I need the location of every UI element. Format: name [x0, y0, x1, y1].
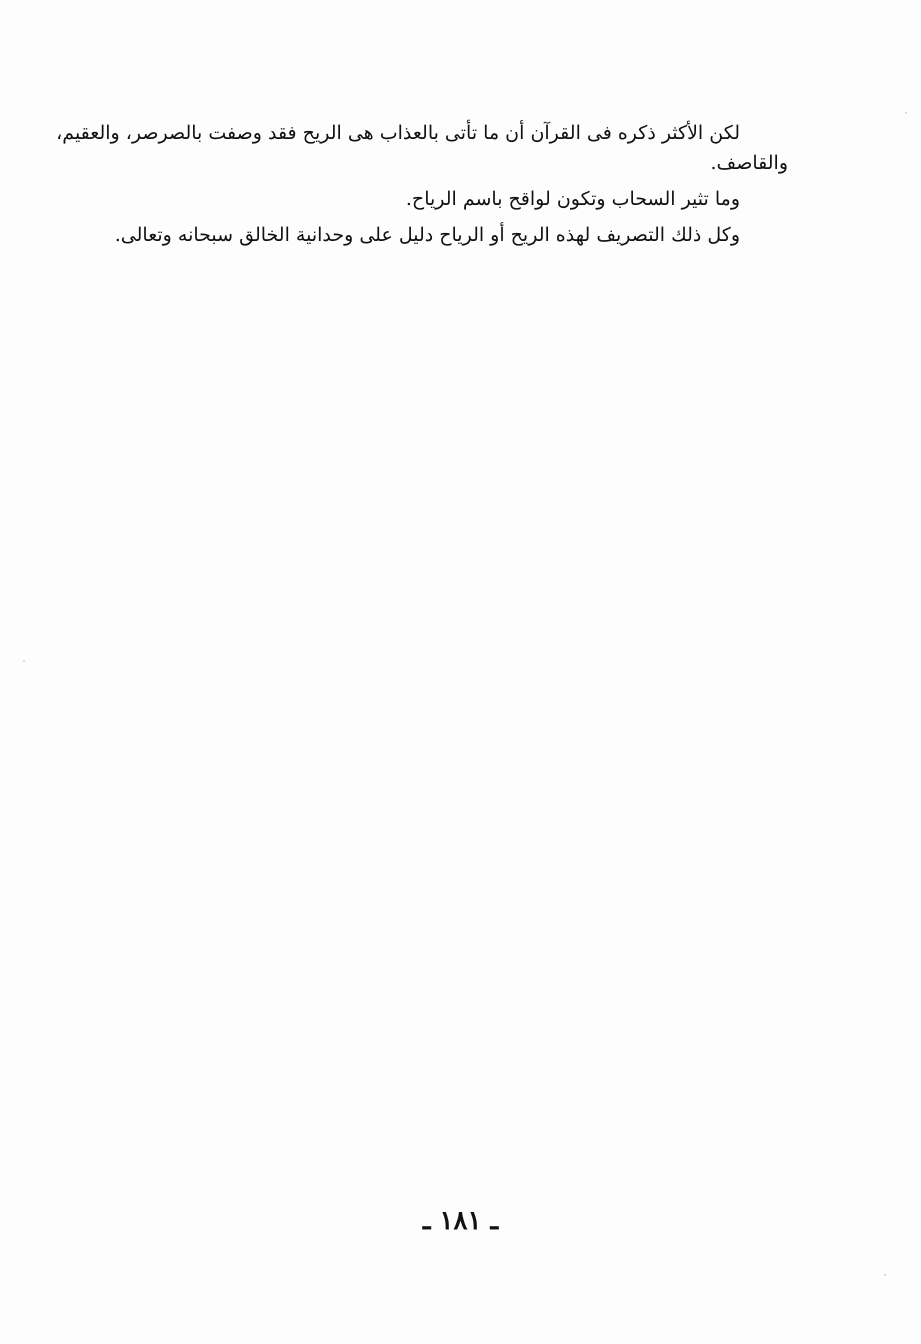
paragraph-oneness-of-creator	[84, 220, 740, 250]
text-line: وما تثير السحاب وتكون لواقح باسم الرياح.	[405, 188, 740, 210]
page-number: ـ ١٨١ ـ	[422, 1206, 499, 1236]
text-line: والقاصف.	[710, 152, 788, 174]
body-text	[56, 118, 788, 256]
scan-speck	[23, 660, 25, 662]
text-line: وكل ذلك التصريف لهذه الريح أو الرياح دليل على وحدانية الخالق سبحانه وتعالى.	[114, 224, 740, 246]
paragraph-winds-of-punishment	[56, 118, 788, 178]
scan-speck	[884, 1274, 886, 1276]
text-line: لكن الأكثر ذكره فى القرآن أن ما تأتى بالعذاب هى الريح فقد وصفت بالصرصر، والعقيم،	[56, 122, 740, 144]
paragraph-fertilizing-winds	[84, 184, 740, 214]
scan-speck	[905, 112, 907, 114]
